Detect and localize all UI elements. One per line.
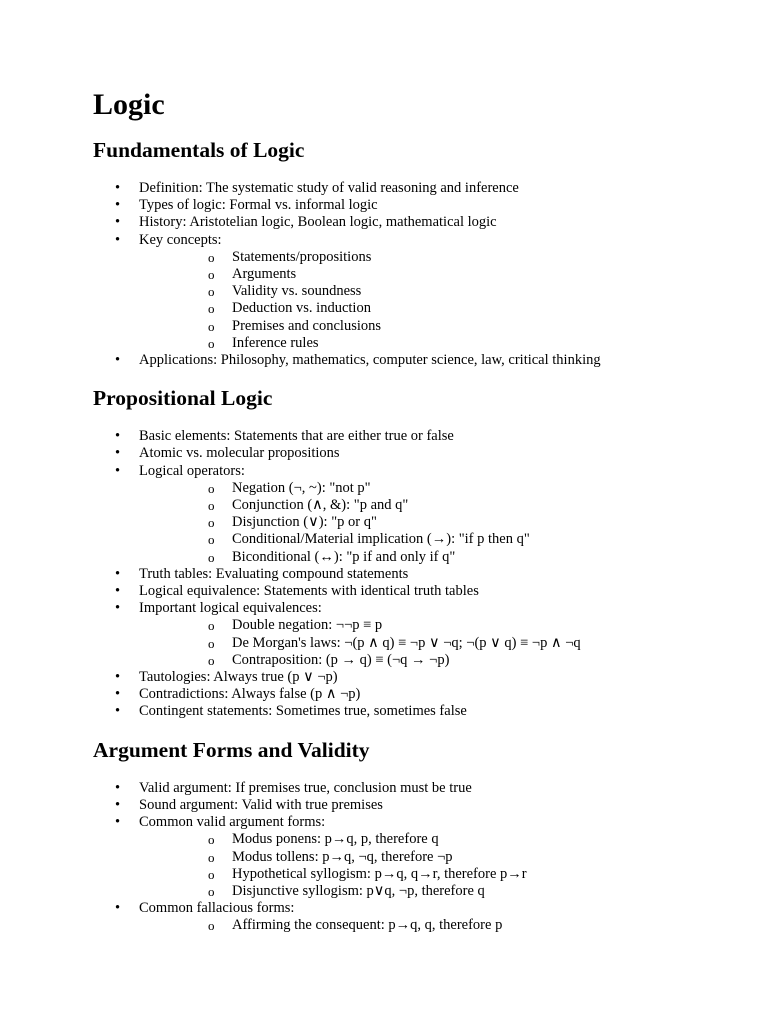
sub-list-valid-forms — [139, 831, 733, 900]
sub-list-equivalences — [139, 617, 733, 669]
bullet-list-fundamentals — [93, 180, 733, 369]
section-heading-fundamentals: Fundamentals of Logic — [93, 138, 305, 162]
document-page — [93, 86, 733, 935]
sub-list-item: o Inference rules — [139, 335, 733, 352]
document-title: Logic — [93, 88, 165, 121]
list-item: • Sound argument: Valid with true premises — [93, 797, 733, 814]
sub-list-key-concepts — [139, 249, 733, 352]
bullet-list-propositional — [93, 428, 733, 720]
sub-list-item: o Modus tollens: p→q, ¬q, therefore ¬p — [139, 849, 733, 866]
list-item-label: Common fallacious forms: — [139, 900, 295, 917]
sub-list-item: o Double negation: ¬¬p ≡ p — [139, 617, 733, 634]
list-item: • Definition: The systematic study of valid reasoning and inference — [93, 180, 733, 197]
sub-list-item: o Modus ponens: p→q, p, therefore q — [139, 831, 733, 848]
list-item — [93, 232, 733, 352]
sub-list-item: o Contraposition: (p → q) ≡ (¬q → ¬p) — [139, 652, 733, 669]
sub-list-item: o Statements/propositions — [139, 249, 733, 266]
list-item: • Types of logic: Formal vs. informal logic — [93, 197, 733, 214]
list-item-label: Key concepts: — [139, 231, 222, 248]
list-item: • Applications: Philosophy, mathematics, computer science, law, critical thinking — [93, 352, 733, 369]
list-item-label: Logical operators: — [139, 462, 245, 479]
list-item: • Valid argument: If premises true, conclusion must be true — [93, 780, 733, 797]
list-item: • History: Aristotelian logic, Boolean logic, mathematical logic — [93, 214, 733, 231]
sub-list-item: o Premises and conclusions — [139, 318, 733, 335]
sub-list-item: o Disjunction (∨): "p or q" — [139, 514, 733, 531]
list-item: • Atomic vs. molecular propositions — [93, 445, 733, 462]
sub-list-item: o Conjunction (∧, &): "p and q" — [139, 497, 733, 514]
sub-list-item: o Validity vs. soundness — [139, 283, 733, 300]
list-item — [93, 900, 733, 934]
list-item: • Truth tables: Evaluating compound statements — [93, 566, 733, 583]
list-item — [93, 600, 733, 669]
list-item: • Tautologies: Always true (p ∨ ¬p) — [93, 669, 733, 686]
list-item-label: Important logical equivalences: — [139, 600, 322, 617]
list-item: • Contradictions: Always false (p ∧ ¬p) — [93, 686, 733, 703]
list-item — [93, 814, 733, 900]
list-item — [93, 463, 733, 566]
sub-list-item: o Deduction vs. induction — [139, 300, 733, 317]
list-item: • Basic elements: Statements that are either true or false — [93, 428, 733, 445]
sub-list-item: o Hypothetical syllogism: p→q, q→r, therefore p→r — [139, 866, 733, 883]
section-heading-argument-forms: Argument Forms and Validity — [93, 737, 370, 762]
sub-list-item: o Conditional/Material implication (→): "if p then q" — [139, 531, 733, 548]
sub-list-logical-operators — [139, 480, 733, 566]
bullet-list-argument-forms — [93, 780, 733, 935]
sub-list-fallacious-forms — [139, 917, 733, 934]
sub-list-item: o Arguments — [139, 266, 733, 283]
sub-list-item: o Negation (¬, ~): "not p" — [139, 480, 733, 497]
sub-list-item: o Disjunctive syllogism: p∨q, ¬p, therefore q — [139, 883, 733, 900]
list-item: • Contingent statements: Sometimes true, sometimes false — [93, 703, 733, 720]
section-heading-propositional: Propositional Logic — [93, 386, 273, 411]
sub-list-item: o De Morgan's laws: ¬(p ∧ q) ≡ ¬p ∨ ¬q; ¬(p ∨ q) ≡ ¬p ∧ ¬q — [139, 635, 733, 652]
sub-list-item: o Affirming the consequent: p→q, q, therefore p — [139, 917, 733, 934]
sub-list-item: o Biconditional (↔): "p if and only if q" — [139, 549, 733, 566]
list-item-label: Common valid argument forms: — [139, 814, 326, 831]
list-item: • Logical equivalence: Statements with identical truth tables — [93, 583, 733, 600]
